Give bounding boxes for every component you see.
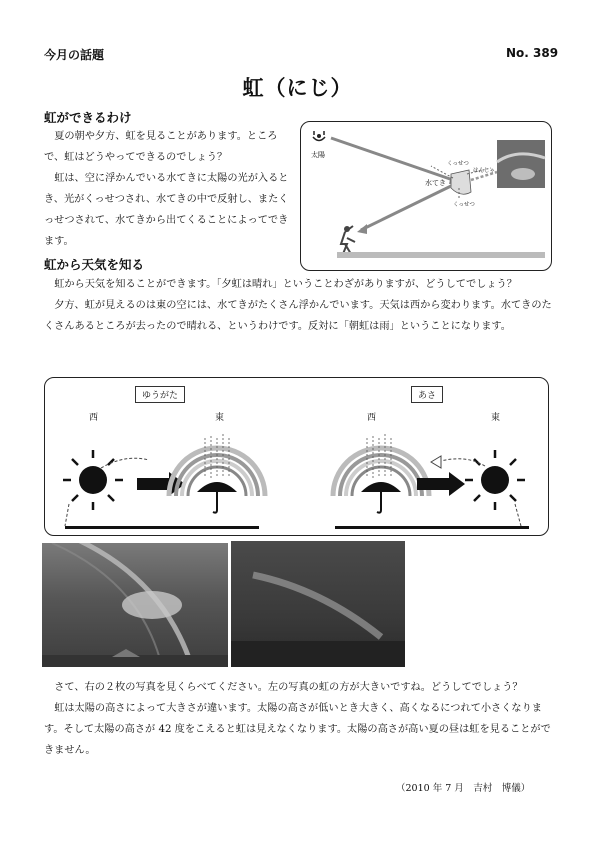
- reflection-label: はんしゃ: [473, 168, 496, 174]
- weather-rainbow-diagram: [44, 377, 549, 536]
- west-label: 西: [89, 413, 99, 423]
- paragraph: 虹は太陽の高さによって大きさが違います。太陽の高さが低いとき大きく、高くなるにつれて小さくなります。そして太陽の高さが 42 度をこえると虹は見えなくなります。太陽の高さが高い夏の昼は虹を見ることができません。: [44, 703, 551, 756]
- refraction-illustration: [301, 122, 551, 270]
- evening-morning-illustration: [45, 378, 548, 535]
- morning-tag: あさ: [411, 386, 443, 403]
- rainbow-photo-thumbnail: [497, 140, 545, 188]
- refracted-ray: [361, 186, 451, 230]
- section1-body: [44, 126, 290, 252]
- east-label: 東: [491, 413, 501, 423]
- droplet-label: 水てき: [425, 179, 446, 187]
- rainbow-photo-high-sun: [231, 541, 405, 667]
- east-label: 東: [215, 413, 225, 423]
- section3-body: [44, 677, 552, 761]
- author-signature: （2010 年 7 月 吉村 博儀）: [396, 783, 531, 794]
- page-title: 虹（にじ）: [242, 76, 353, 100]
- rainbow-formation-diagram: [300, 121, 552, 271]
- paragraph: さて、右の２枚の写真を見くらべてください。左の写真の虹の方が大きいですね。どうしてでしょう？: [54, 682, 523, 693]
- sunlight-ray: [331, 138, 453, 180]
- person-figure: [341, 226, 355, 254]
- rainbow-photo-low-sun: [42, 543, 228, 667]
- issue-number: No. 389: [506, 46, 559, 60]
- paragraph: 虹は、空に浮かんでいる水てきに太陽の光が入るとき、光がくっせつされ、水てきの中で反射し、またくっせつされて、水てきから出てくることによってできます。: [44, 173, 289, 247]
- umbrella-icon: [361, 482, 401, 513]
- section-heading-rainbow-formation: 虹ができるわけ: [44, 110, 132, 125]
- section2-body: [44, 274, 552, 337]
- sun-label: 太陽: [311, 151, 325, 159]
- sun-icon: [313, 131, 325, 141]
- paragraph: 夏の朝や夕方、虹を見ることがあります。ところで、虹はどうやってできるのでしょう？: [44, 131, 278, 163]
- refraction-label: くっせつ: [447, 161, 469, 167]
- evening-tag: ゆうがた: [135, 386, 185, 403]
- sun-icon: [63, 450, 123, 510]
- refraction-label: くっせつ: [453, 202, 475, 208]
- paragraph: 夕方、虹が見えるのは東の空には、水てきがたくさん浮かんでいます。天気は西から変わります。水てきのたくさんあるところが去ったので晴れる、というわけです。反対に「朝虹は雨」ということになります。: [44, 300, 552, 332]
- umbrella-icon: [197, 482, 237, 513]
- west-label: 西: [367, 413, 377, 423]
- paragraph: 虹から天気を知ることができます。「夕虹は晴れ」ということわざがありますが、どうしてでしょう？: [54, 279, 517, 290]
- section-heading-weather: 虹から天気を知る: [44, 257, 145, 272]
- sun-icon: [465, 450, 525, 510]
- column-label: 今月の話題: [44, 48, 105, 62]
